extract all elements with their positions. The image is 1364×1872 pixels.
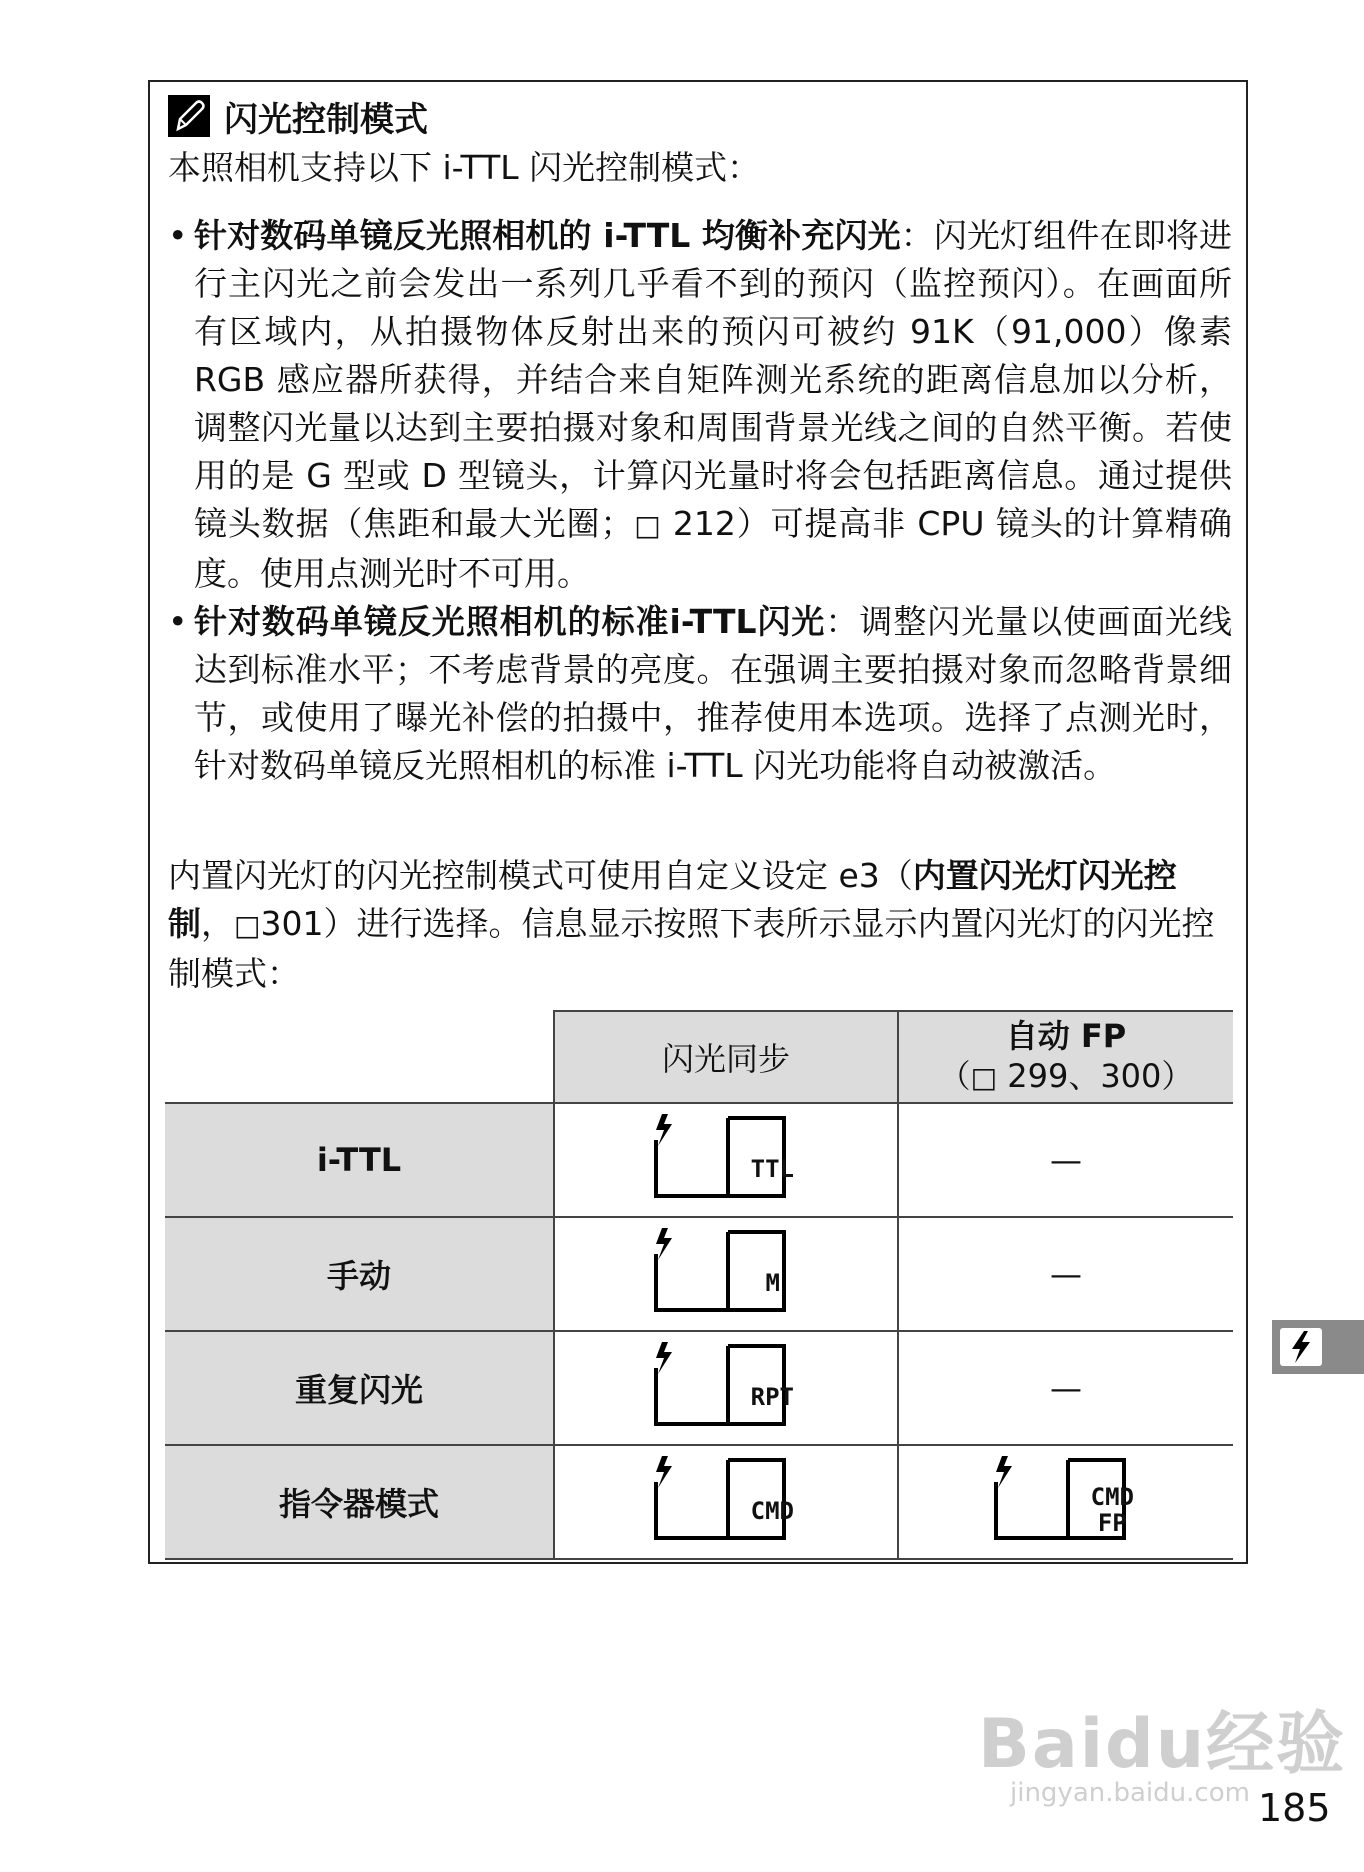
mode-label: i-TTL [165, 1103, 554, 1217]
mode-label: 重复闪光 [165, 1331, 554, 1445]
pencil-icon [168, 95, 210, 137]
flash-sync-repeat-icon: RPT [646, 1338, 806, 1430]
page-ref: 301 [260, 904, 324, 943]
bullet-term: 针对数码单镜反光照相机的 i-TTL 均衡补充闪光 [194, 216, 901, 255]
note-intro: 本照相机支持以下 i-TTL 闪光控制模式： [168, 148, 761, 187]
chapter-tab [1272, 1320, 1364, 1374]
flash-sync-commander-icon: CMD [646, 1452, 806, 1544]
custom-setting-name: 内置闪光灯闪光控制 [168, 856, 1177, 943]
flash-mode-table [165, 1010, 1233, 1560]
table-row [165, 1445, 1233, 1559]
page-ref-icon: □ [234, 909, 261, 942]
bullet-body: 闪光灯组件在即将进行主闪光之前会发出一系列几乎看不到的预闪（监控预闪）。在画面所有区域内，从拍摄物体反射出来的预闪可被约 91K（91,000）像素 RGB 感应器所获得，并结合来自矩阵测光系统的距离信息加以分析，调整闪光量以达到主要拍摄对象和周围背景光线之间的自然平衡。若使用的是 G 型或 D 型镜头，计算闪光量时将会包括距离信息。通过提供镜头数据（焦距和最大光圈； [194, 216, 1232, 543]
note-title: 闪光控制模式 [224, 99, 428, 140]
table-header-sync: 闪光同步 [554, 1011, 898, 1103]
page-number: 185 [1258, 1786, 1331, 1830]
page-ref-icon: □ [633, 509, 662, 542]
table-row [165, 1331, 1233, 1445]
page-ref-icon: □ [970, 1061, 998, 1094]
table-row [165, 1217, 1233, 1331]
flash-sync-ttl-icon: TTL [646, 1110, 806, 1202]
flash-sync-manual-icon: M [646, 1224, 806, 1316]
watermark-url: jingyan.baidu.com [1010, 1778, 1250, 1808]
mode-list [168, 212, 1232, 790]
page-ref: 212 [672, 504, 736, 543]
mode-label: 手动 [165, 1217, 554, 1331]
auto-fp-value: — [898, 1103, 1233, 1217]
table-header-auto-fp: 自动 FP （□ 299、300） [898, 1011, 1233, 1103]
auto-fp-value: — [898, 1331, 1233, 1445]
list-item: • 针对数码单镜反光照相机的 i-TTL 均衡补充闪光：闪光灯组件在即将进行主闪光之前会发出一系列几乎看不到的预闪（监控预闪）。在画面所有区域内，从拍摄物体反射出来的预闪可被约 91K（91,000）像素 RGB 感应器所获得，并结合来自矩阵测光系统的距离信息加以分析，调整闪光量以达到主要拍摄对象和周围背景光线之间的自然平衡。若使用的是 G 型或 D 型镜头，计算闪光量时将会包括距离信息。通过提供镜头数据（焦距和最大光圈；□ 212）可提高非 CPU 镜头的计算精确度。使用点测光时不可用。 [168, 212, 1232, 598]
table-header-empty [165, 1011, 554, 1103]
list-item: • 针对数码单镜反光照相机的标准i-TTL闪光：调整闪光量以使画面光线达到标准水平；不考虑背景的亮度。在强调主要拍摄对象而忽略背景细节，或使用了曝光补偿的拍摄中，推荐使用本选项。选择了点测光时，针对数码单镜反光照相机的标准 i-TTL 闪光功能将自动被激活。 [168, 598, 1232, 790]
table-row [165, 1103, 1233, 1217]
flash-icon [1280, 1328, 1322, 1366]
auto-fp-commander-icon: CMD FP [986, 1452, 1146, 1544]
bullet-term: 针对数码单镜反光照相机的标准i-TTL闪光 [194, 602, 826, 641]
mode-label: 指令器模式 [165, 1445, 554, 1559]
note-heading [168, 94, 428, 138]
builtin-flash-paragraph: 内置闪光灯的闪光控制模式可使用自定义设定 e3（内置闪光灯闪光控制，□301）进行选择。信息显示按照下表所示显示内置闪光灯的闪光控制模式： [168, 856, 1215, 993]
auto-fp-value: — [898, 1217, 1233, 1331]
watermark-logo: Baidu经验 [978, 1705, 1347, 1784]
bullet-body: 调整闪光量以使画面光线达到标准水平；不考虑背景的亮度。在强调主要拍摄对象而忽略背景细节，或使用了曝光补偿的拍摄中，推荐使用本选项。选择了点测光时，针对数码单镜反光照相机的标准 i-TTL 闪光功能将自动被激活。 [194, 602, 1233, 785]
